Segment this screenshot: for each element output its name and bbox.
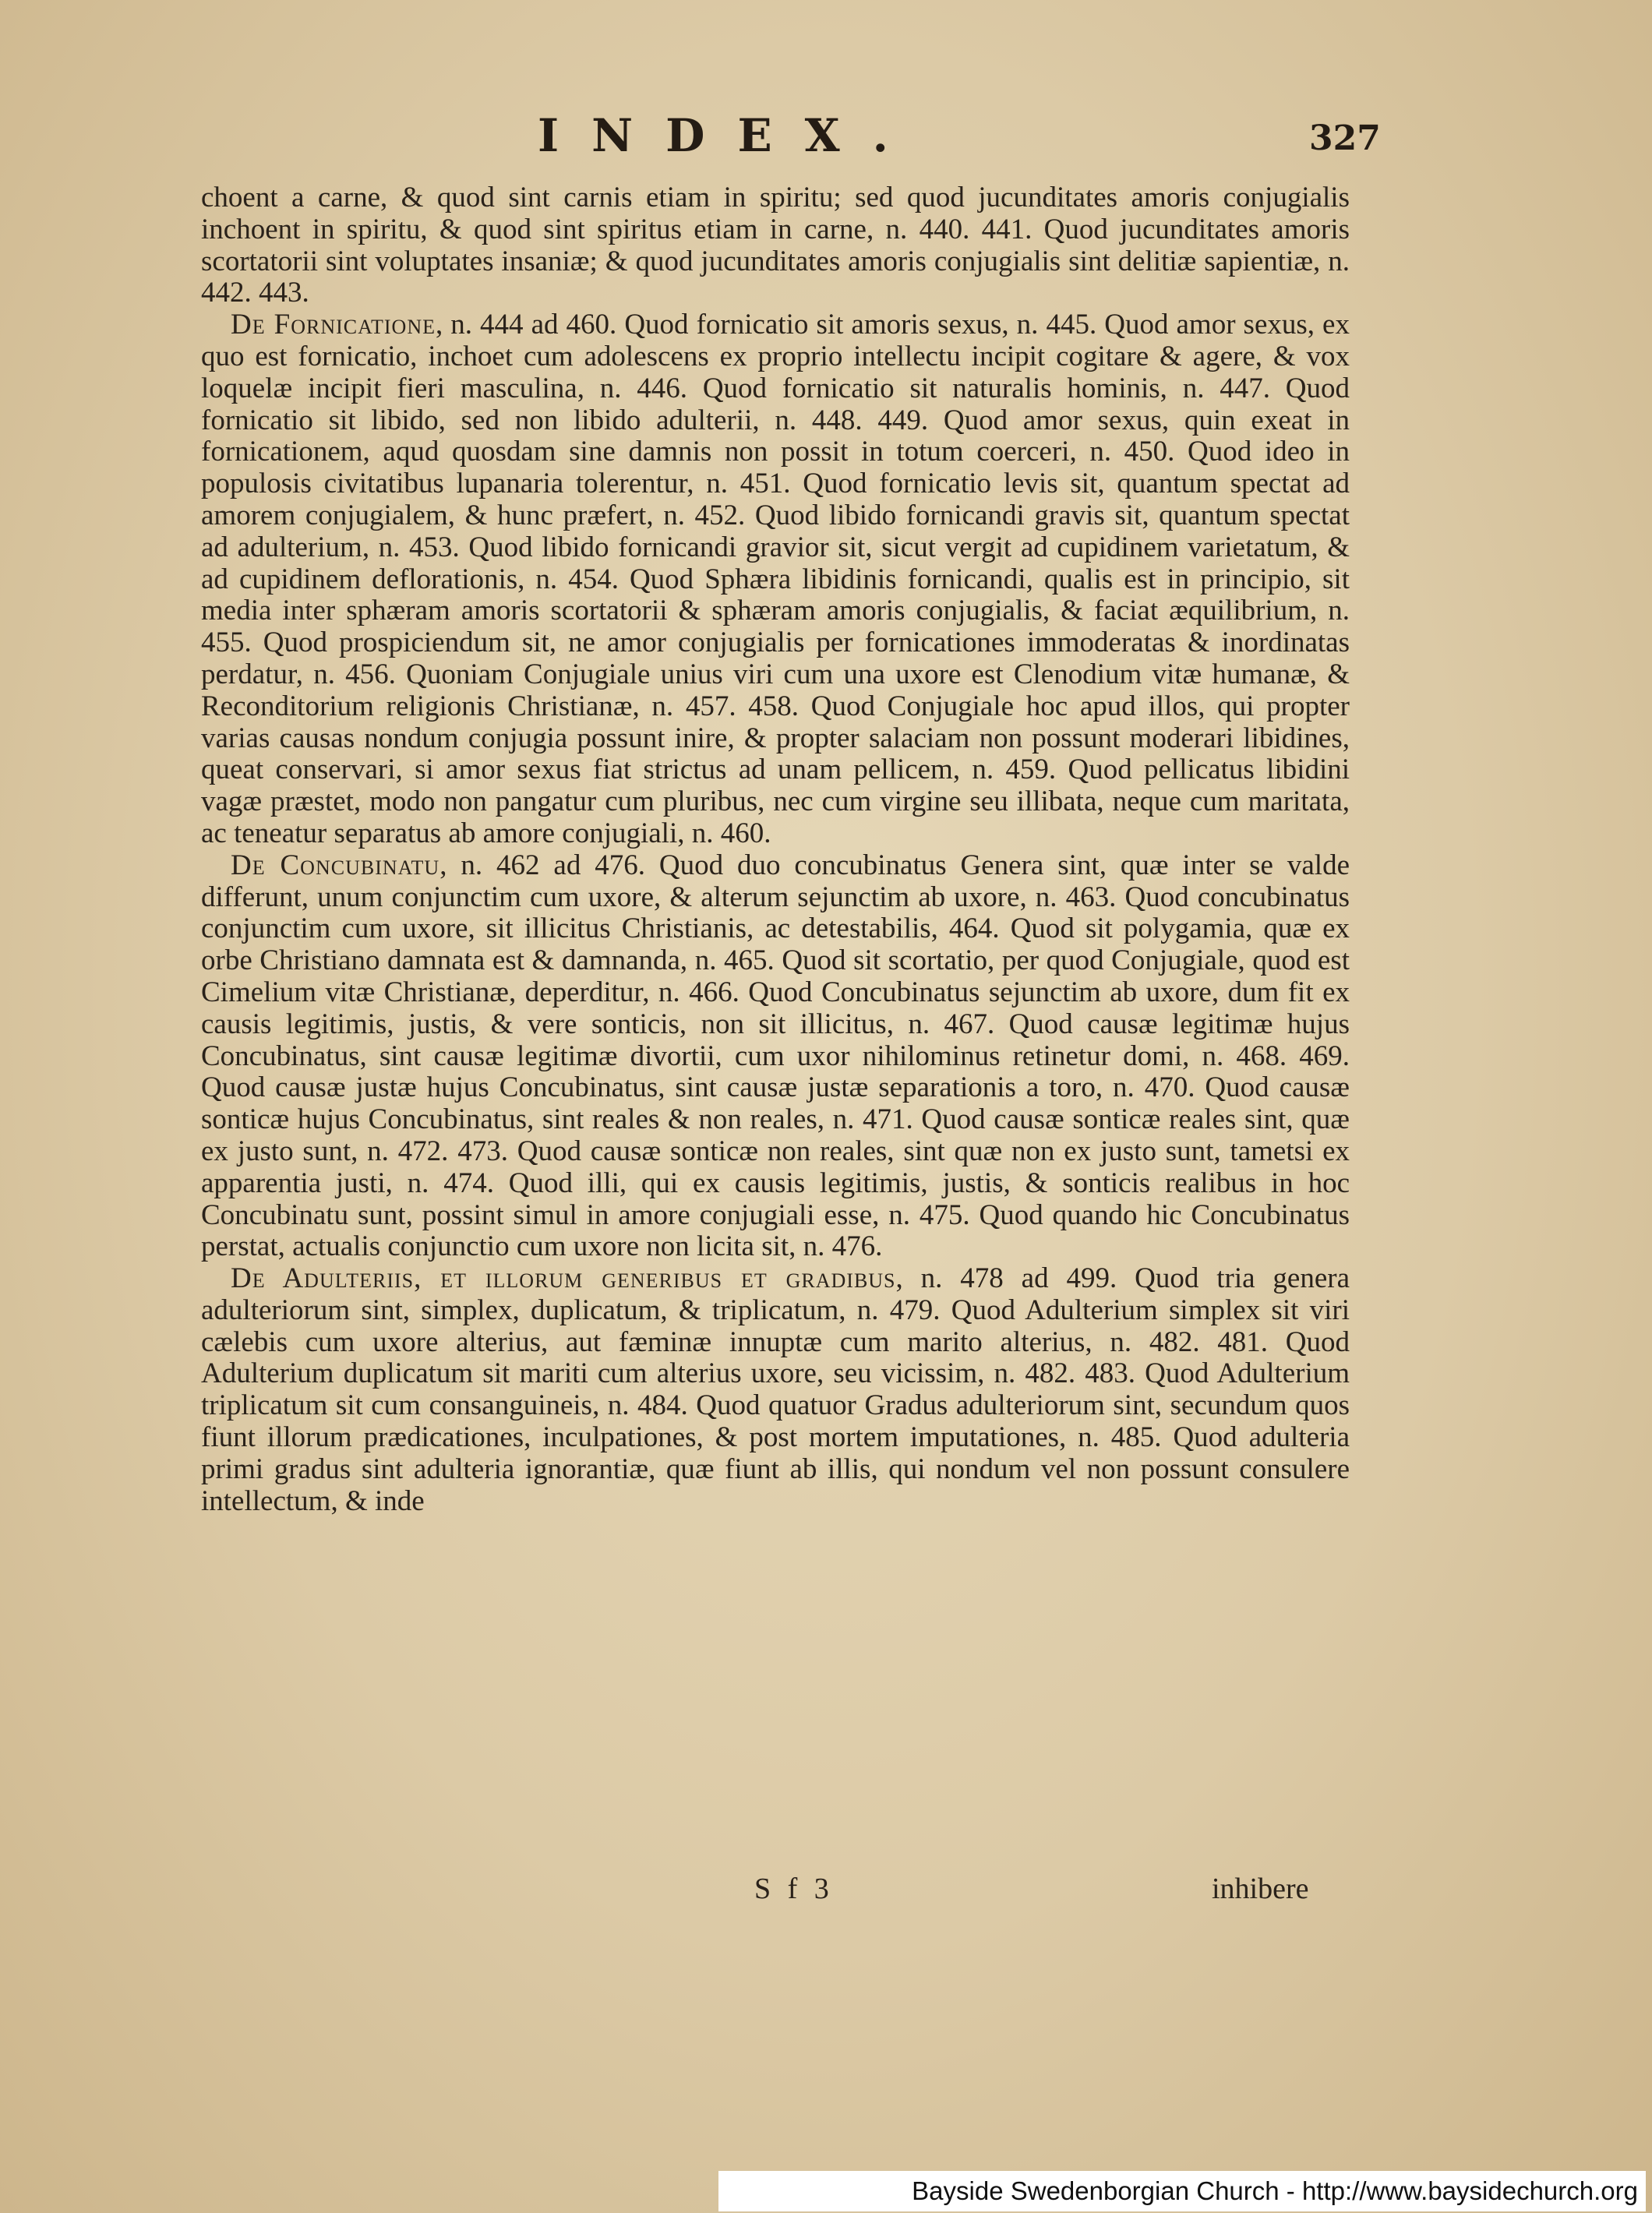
index-entry-concubinatu — [201, 850, 1350, 1263]
page-footer — [0, 1872, 1652, 1911]
entry-heading: De Adulteriis, et illorum generibus et gradibus — [231, 1262, 896, 1295]
entry-text: , n. 462 ad 476. Quod duo concubinatus Genera sint, quæ inter se valde differunt, unum conjunctim cum uxore, & alterum sejunctim ab uxore, n. 463. Quod concubinatus conjunctim cum uxore, sit illicitus Christianis, ac detestabilis, 464. Quod sit polygamia, quæ ex orbe Christiano damnata est & damnanda, n. 465. Quod sit scortatio, per quod Conjugiale, quod est Cimelium vitæ Christianæ, deperditur, n. 466. Quod Concubinatus sejunctim ab uxore, dum fit ex causis legitimis, justis, & vere sonticis, non sit illicitus, n. 467. Quod causæ legitimæ hujus Concubinatus, sint causæ legitimæ divortii, cum uxor nihilominus retinetur domi, n. 468. 469. Quod causæ justæ hujus Concubinatus, sint causæ justæ separationis a toro, n. 470. Quod causæ sonticæ hujus Concubinatus, sint reales & non reales, n. 471. Quod causæ sonticæ reales sint, quæ ex justo sunt, n. 472. 473. Quod causæ sonticæ non reales, sint quæ non ex justo sunt, tametsi ex apparentia justi, n. 474. Quod illi, qui ex causis legitimis, justis, & sonticis realibus in hoc Concubinatu sunt, possint simul in amore conjugiali esse, n. 475. Quod quando hic Concubinatus perstat, actualis conjunctio cum uxore non licita sit, n. 476. — [201, 849, 1350, 1263]
index-text — [201, 182, 1350, 1517]
catchword: inhibere — [1212, 1872, 1309, 1905]
index-entry-fornicatione — [201, 309, 1350, 850]
page-header — [0, 109, 1652, 171]
running-title: INDEX. — [538, 109, 921, 162]
watermark-credit: Bayside Swedenborgian Church - http://www.baysidechurch.org — [718, 2171, 1646, 2211]
entry-text: choent a carne, & quod sint carnis etiam in spiritu; sed quod jucunditates amoris conjugialis inchoent in spiritu, & quod sint spiritus etiam in carne, n. 440. 441. Quod jucunditates amoris scortatorii sint voluptates insaniæ; & quod jucunditates amoris conjugialis sint delitiæ sapientiæ, n. 442. 443. — [201, 182, 1350, 309]
page-number: 327 — [1309, 118, 1381, 158]
entry-heading: De Concubinatu — [231, 849, 440, 881]
index-entry-continuation — [201, 182, 1350, 309]
entry-heading: De Fornicatione — [231, 309, 436, 341]
index-entry-adulteriis — [201, 1263, 1350, 1517]
entry-text: , n. 444 ad 460. Quod fornicatio sit amoris sexus, n. 445. Quod amor sexus, ex quo est fornicatio, inchoet cum adolescens ex proprio intellectu incipit cogitare & agere, & vox loquelæ incipit fieri masculina, n. 446. Quod fornicatio sit naturalis hominis, n. 447. Quod fornicatio sit libido, sed non libido adulterii, n. 448. 449. Quod amor sexus, quin exeat in fornicationem, aqud quosdam sine damnis non possit in totum coerceri, n. 450. Quod ideo in populosis civitatibus lupanaria tolerentur, n. 451. Quod fornicatio levis sit, quantum spectat ad amorem conjugialem, & hunc præfert, n. 452. Quod libido fornicandi gravis sit, quantum spectat ad adulterium, n. 453. Quod libido fornicandi gravior sit, sicut vergit ad cupidinem varietatum, & ad cupidinem deflorationis, n. 454. Quod Sphæra libidinis fornicandi, qualis est in principio, sit media inter sphæram amoris scortatorii & sphæram amoris conjugialis, & faciat æquilibrium, n. 455. Quod prospiciendum sit, ne amor conjugialis per fornicationes immoderatas & inordinatas perdatur, n. 456. Quoniam Conjugiale unius viri cum una uxore est Clenodium vitæ humanæ, & Reconditorium religionis Christianæ, n. 457. 458. Quod Conjugiale hoc apud illos, qui propter varias causas nondum conjugia possunt inire, & propter salaciam non possunt moderari libidines, queat conservari, si amor sexus fiat strictus ad unam pellicem, n. 459. Quod pellicatus libidini vagæ præstet, modo non pangatur cum pluribus, nec cum virgine seu illibata, neque cum maritata, ac teneatur separatus ab amore conjugiali, n. 460. — [201, 309, 1350, 849]
entry-text: , n. 478 ad 499. Quod tria genera adulteriorum sint, simplex, duplicatum, & triplicatum, n. 479. Quod Adulterium simplex sit viri cælebis cum uxore alterius, aut fæminæ innuptæ cum marito alterius, n. 482. 481. Quod Adulterium duplicatum sit mariti cum alterius uxore, seu vicissim, n. 482. 483. Quod Adulterium triplicatum sit cum consanguineis, n. 484. Quod quatuor Gradus adulteriorum sint, secundum quos fiunt illorum prædicationes, inculpationes, & post mortem imputationes, n. 485. Quod adulteria primi gradus sint adulteria ignorantiæ, quæ fiunt ab illis, qui nondum vel non possunt consulere intellectum, & inde — [201, 1262, 1350, 1517]
signature-mark: S f 3 — [754, 1872, 834, 1905]
